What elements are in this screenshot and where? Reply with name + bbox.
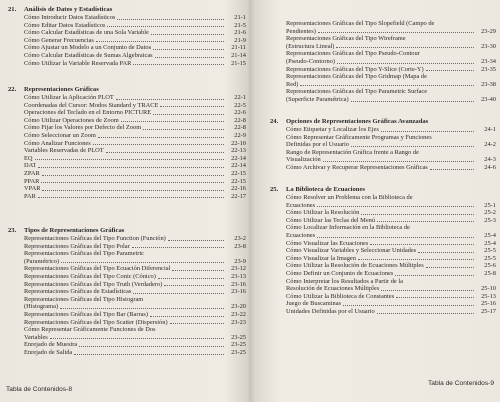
toc-entry — [286, 202, 496, 210]
entry-page-number: 22-13 — [231, 147, 246, 155]
entry-title: Cómo Utilizar la Variable Reservada PAR — [24, 59, 132, 67]
dot-leader — [351, 146, 474, 147]
dot-leader — [153, 114, 224, 115]
entry-page-number: 23-16 — [231, 280, 246, 288]
entry-page-number: 21-1 — [234, 14, 246, 21]
toc-entry — [24, 52, 246, 60]
entry-title: (Paramétrico) — [24, 257, 60, 265]
entry-page-number: 25-4 — [484, 231, 496, 239]
entry-page-number: 21-14 — [231, 51, 246, 59]
toc-entry — [286, 134, 496, 142]
entry-page-number: 25-10 — [481, 285, 496, 293]
dot-leader — [60, 308, 224, 309]
entry-title: Representaciones Gráficas de Estadísticas — [24, 288, 132, 296]
section-23-continued — [286, 20, 496, 104]
entry-title: Representaciones Gráficas del Tipo Truth (Verdadero) — [24, 280, 163, 288]
entry-title: Enrejado de Salida — [24, 348, 73, 356]
dot-leader — [396, 297, 474, 298]
toc-entry — [24, 132, 246, 140]
toc-entry — [24, 326, 246, 334]
dot-leader — [426, 267, 474, 268]
dot-leader — [61, 262, 224, 263]
dot-leader — [351, 101, 474, 102]
entry-title: VPAR — [24, 185, 41, 193]
dot-leader — [117, 19, 224, 20]
entry-page-number: 23-12 — [231, 265, 246, 273]
toc-entry — [286, 255, 496, 263]
entry-title: Representaciones Gráficas del Tipo Scatter (Dispersión) — [24, 318, 168, 326]
entry-page-number: 25-4 — [484, 239, 496, 247]
section-number: 24. — [270, 118, 279, 125]
toc-entry — [24, 265, 246, 273]
toc-entry — [286, 43, 496, 51]
dot-leader — [35, 159, 224, 160]
toc-entry — [24, 44, 246, 52]
toc-entry — [286, 88, 496, 96]
toc-entry — [286, 285, 496, 293]
entry-page-number: 23-13 — [231, 272, 246, 280]
toc-entry — [24, 235, 246, 243]
left-page — [0, 0, 246, 402]
dot-leader — [336, 47, 474, 48]
entry-title: Cómo Interpretar los Resultados a Partir de la — [286, 277, 403, 285]
entry-title: (Superficie Paramétrica) — [286, 95, 349, 103]
entry-page-number: 21-15 — [231, 59, 246, 67]
entry-page-number: 23-40 — [481, 95, 496, 103]
toc-entry — [286, 20, 496, 28]
entry-title: Representaciones Gráficas del Tipo Ecuación Diferencial — [24, 265, 171, 273]
dot-leader — [155, 57, 224, 58]
toc-entry — [286, 149, 496, 157]
toc-entry — [286, 81, 496, 89]
toc-entry — [286, 156, 496, 164]
entry-title: Representaciones Gráficas del Tipo Pseudo-Contour — [286, 50, 420, 58]
entry-title: Red) — [286, 80, 299, 88]
entry-page-number: 25-1 — [484, 201, 496, 209]
entry-title: EQ — [24, 154, 33, 162]
entry-title: Representaciones Gráficas del Tipo Conic (Cónico) — [24, 272, 156, 280]
entry-title: Cómo Ajustar un Modelo a un Conjunto de Datos — [24, 44, 152, 52]
dot-leader — [116, 99, 224, 100]
toc-entry — [286, 240, 496, 248]
entry-page-number: 25-6 — [484, 262, 496, 270]
entry-title: Representaciones Gráficas del Tipo Wireframe — [286, 35, 406, 43]
toc-entry — [286, 224, 496, 232]
dot-leader — [170, 323, 224, 324]
entry-title: (Estructura Lineal) — [286, 42, 335, 50]
entry-title: PAR — [24, 192, 36, 200]
toc-entry — [286, 164, 496, 172]
entry-title: Cómo Localizar Información en la Biblioteca de — [286, 224, 410, 232]
toc-entry — [24, 178, 246, 186]
dot-leader — [418, 252, 474, 253]
section-title: La Biblioteca de Ecuaciones — [286, 186, 365, 193]
entry-page-number: 22-1 — [234, 94, 246, 101]
toc-entry — [24, 155, 246, 163]
entry-page-number: 21-9 — [234, 36, 246, 44]
dot-leader — [370, 244, 474, 245]
toc-entry — [24, 29, 246, 37]
entry-page-number: 23-29 — [481, 27, 496, 35]
entry-title: Ecuaciones — [286, 231, 316, 239]
section-number: 21. — [8, 6, 17, 13]
entry-title: (Pseudo-Contorno) — [286, 57, 335, 65]
dot-leader — [107, 26, 224, 27]
section-24 — [270, 118, 496, 172]
entry-page-number: 24-1 — [484, 126, 496, 133]
toc-entry — [286, 293, 496, 301]
toc-entry — [24, 162, 246, 170]
entry-page-number: 22-8 — [234, 116, 246, 124]
toc-entry — [286, 300, 496, 308]
toc-entry — [24, 109, 246, 117]
page-footer: Tabla de Contenidos-9 — [428, 380, 494, 387]
entry-title: Cómo Definir un Conjunto de Ecuaciones — [286, 269, 394, 277]
entry-title: Representaciones Gráficas del Tipo Function (Función) — [24, 235, 166, 242]
toc-entry — [24, 193, 246, 201]
entry-title: Cómo Visualizar la Imagen — [286, 254, 356, 262]
entry-page-number: 25-3 — [484, 216, 496, 224]
toc-entry — [24, 258, 246, 266]
dot-leader — [377, 221, 474, 222]
section-heading — [8, 86, 246, 94]
section-25 — [270, 186, 496, 316]
toc-entry — [286, 270, 496, 278]
entry-page-number: 23-25 — [231, 341, 246, 349]
entry-title: Cómo Resolver un Problema con la Biblioteca de — [286, 194, 413, 201]
entry-title: Cómo Visualizar las Ecuaciones — [286, 239, 369, 247]
entry-title: Representaciones Gráficas del Tipo Parametric Surface — [286, 88, 428, 96]
entry-page-number: 22-8 — [234, 124, 246, 132]
entry-page-number: 25-5 — [484, 254, 496, 262]
entry-page-number: 23-20 — [231, 303, 246, 311]
toc-entry — [24, 147, 246, 155]
entry-title: Juego de Buscaminas — [286, 300, 342, 308]
toc-entry — [286, 50, 496, 58]
entry-title: Cómo Fijar los Valores por Defecto del Zoom — [24, 124, 142, 132]
entry-page-number: 22-15 — [231, 177, 246, 185]
right-page — [254, 0, 500, 402]
dot-leader — [74, 354, 224, 355]
dot-leader — [430, 169, 474, 170]
entry-title: Coordenadas del Cursor: Modos Standard y TRACE — [24, 101, 159, 109]
entry-title: Cómo Editar Datos Estadísticos — [24, 21, 106, 29]
toc-entry — [286, 66, 496, 74]
entry-title: Cómo Visualizar Variables y Seleccionar Unidades — [286, 247, 417, 255]
section-number: 23. — [8, 227, 17, 234]
toc-entry — [24, 349, 246, 357]
section-23 — [8, 227, 246, 357]
toc-entry — [286, 247, 496, 255]
entry-title: Cómo Introducir Datos Estadísticos — [24, 14, 116, 21]
dot-leader — [337, 63, 474, 64]
toc-entry — [24, 334, 246, 342]
toc-entry — [24, 170, 246, 178]
section-title: Representaciones Gráficas — [24, 86, 99, 93]
entry-title: Enrejado de Muestra — [24, 341, 78, 349]
entry-page-number: 25-5 — [484, 247, 496, 255]
entry-title: Ecuaciones — [286, 201, 316, 209]
toc-entry — [24, 60, 246, 68]
entry-page-number: 24-2 — [484, 141, 496, 149]
section-title: Tipos de Representaciones Gráficas — [24, 227, 125, 234]
entry-title: Cómo Etiquetar y Localizar los Ejes — [286, 126, 379, 133]
entry-page-number: 23-16 — [231, 288, 246, 296]
dot-leader — [361, 214, 474, 215]
dot-leader — [50, 338, 224, 339]
dot-leader — [317, 206, 474, 207]
toc-entry — [24, 319, 246, 327]
entry-title: Representaciones Gráficas del Tipo Parametric — [24, 250, 144, 258]
entry-title: Cómo Representar Gráficamente Programas y Funciones — [286, 133, 432, 141]
toc-entry — [286, 35, 496, 43]
toc-entry — [286, 126, 496, 134]
dot-leader — [377, 313, 474, 314]
toc-entry — [24, 303, 246, 311]
entry-page-number: 24-6 — [484, 163, 496, 171]
dot-leader — [106, 152, 224, 153]
entry-title: Cómo Archivar y Recuperar Representaciones Gráficas — [286, 163, 428, 171]
dot-leader — [343, 305, 474, 306]
toc-entry — [24, 37, 246, 45]
entry-title: Cómo Analizar Funciones — [24, 139, 91, 147]
dot-leader — [395, 275, 474, 276]
entry-page-number: 23-8 — [234, 242, 246, 250]
toc-entry — [24, 140, 246, 148]
entry-page-number: 22-5 — [234, 101, 246, 109]
entry-page-number: 21-6 — [234, 29, 246, 37]
dot-leader — [168, 240, 224, 241]
toc-entry — [24, 341, 246, 349]
entry-title: Representaciones Gráficas del Tipo Y-Slice (Corte-Y) — [286, 65, 424, 73]
entry-title: (Histograma) — [24, 303, 59, 311]
dot-leader — [133, 64, 224, 65]
dot-leader — [300, 85, 474, 86]
section-number: 22. — [8, 86, 17, 93]
section-heading — [8, 227, 246, 235]
dot-leader — [150, 316, 224, 317]
dot-leader — [151, 34, 224, 35]
toc-entry — [24, 243, 246, 251]
dot-leader — [317, 237, 474, 238]
toc-entry — [286, 278, 496, 286]
dot-leader — [381, 131, 474, 132]
entry-title: Cómo Representar Gráficamente Funciones de Dos — [24, 326, 156, 334]
dot-leader — [42, 190, 224, 191]
dot-leader — [98, 137, 224, 138]
toc-entry — [24, 311, 246, 319]
dot-leader — [172, 270, 224, 271]
dot-leader — [41, 182, 224, 183]
toc-entry — [286, 217, 496, 225]
entry-page-number: 25-2 — [484, 209, 496, 217]
dot-leader — [143, 129, 224, 130]
section-heading — [8, 6, 246, 14]
entry-title: Representaciones Gráficas del Tipo Histogram — [24, 295, 144, 303]
dot-leader — [426, 70, 474, 71]
entry-page-number: 22-9 — [234, 131, 246, 139]
toc-entry — [286, 28, 496, 36]
entry-page-number: 22-17 — [231, 192, 246, 200]
entry-page-number: 23-34 — [481, 57, 496, 65]
entry-title: Variables — [24, 333, 48, 341]
entry-page-number: 22-14 — [231, 154, 246, 162]
entry-title: Unidades Definidas por el Usuario — [286, 307, 375, 315]
entry-page-number: 23-2 — [234, 235, 246, 242]
entry-page-number: 22-15 — [231, 169, 246, 177]
toc-entry — [24, 273, 246, 281]
toc-entry — [24, 124, 246, 132]
entry-title: Cómo Utilizar la Aplicación PLOT — [24, 94, 114, 101]
entry-title: Cómo Seleccionar un Zoom — [24, 131, 96, 139]
section-heading — [270, 118, 496, 126]
entry-page-number: 23-38 — [481, 80, 496, 88]
entry-page-number: 23-25 — [231, 333, 246, 341]
entry-title: ZPAR — [24, 169, 40, 177]
dot-leader — [318, 32, 474, 33]
entry-title: Cómo Utilizar la Resolución — [286, 209, 360, 217]
entry-page-number: 23-22 — [231, 310, 246, 318]
section-21 — [8, 6, 246, 67]
dot-leader — [79, 346, 224, 347]
entry-title: Visualización — [286, 156, 321, 164]
entry-page-number: 21-5 — [234, 21, 246, 29]
dot-leader — [164, 285, 224, 286]
entry-title: Representaciones Gráficas del Tipo Bar (Barras) — [24, 310, 149, 318]
entry-page-number: 24-3 — [484, 156, 496, 164]
entry-title: Operaciones del Teclado en el Entorno PICTURE — [24, 109, 152, 117]
entry-title: Cómo Utilizar la Resolución de Ecuaciones Múltiples — [286, 262, 424, 270]
toc-entry — [286, 194, 496, 202]
entry-title: Cómo Calcular Estadísticas de una Sola Variable — [24, 29, 149, 37]
entry-page-number: 23-23 — [231, 318, 246, 326]
toc-entry — [286, 141, 496, 149]
entry-title: Representaciones Gráficas del Tipo Gridmap (Mapa de — [286, 73, 427, 81]
entry-page-number: 23-9 — [234, 257, 246, 265]
dot-leader — [381, 290, 474, 291]
toc-entry — [286, 262, 496, 270]
entry-title: Definidas por el Usuario — [286, 141, 350, 149]
dot-leader — [38, 197, 224, 198]
section-heading — [270, 186, 496, 194]
toc-entry — [286, 209, 496, 217]
entry-title: Cómo Calcular Estadísticas de Sumas Algebraicas — [24, 51, 153, 59]
toc-entry — [24, 288, 246, 296]
dot-leader — [42, 175, 224, 176]
entry-page-number: 25-17 — [481, 307, 496, 315]
entry-title: PPAR — [24, 177, 40, 185]
dot-leader — [132, 247, 224, 248]
toc-entry — [24, 94, 246, 102]
entry-page-number: 25-13 — [481, 292, 496, 300]
entry-page-number: 23-25 — [231, 348, 246, 356]
entry-title: DAT — [24, 162, 37, 170]
dot-leader — [93, 144, 224, 145]
toc-entry — [24, 250, 246, 258]
entry-page-number: 21-11 — [231, 44, 246, 52]
dot-leader — [158, 278, 224, 279]
dot-leader — [121, 121, 224, 122]
entry-title: Variables Reservadas de PLOT — [24, 147, 104, 155]
entry-title: Cómo Utilizar las Teclas del Menú — [286, 216, 376, 224]
dot-leader — [323, 161, 474, 162]
dot-leader — [38, 167, 224, 168]
entry-title: Rango de Representación Gráfica frente a Rango de — [286, 148, 419, 156]
toc-entry — [24, 296, 246, 304]
entry-page-number: 25-16 — [481, 300, 496, 308]
entry-page-number: 22-16 — [231, 185, 246, 193]
dot-leader — [96, 41, 224, 42]
toc-entry — [286, 232, 496, 240]
entry-title: Cómo Generar Frecuencias — [24, 36, 94, 44]
entry-page-number: 22-10 — [231, 139, 246, 147]
toc-entry — [286, 58, 496, 66]
section-number: 25. — [270, 186, 279, 193]
toc-entry — [286, 96, 496, 104]
toc-entry — [24, 22, 246, 30]
entry-page-number: 25-8 — [484, 269, 496, 277]
entry-page-number: 23-35 — [481, 65, 496, 73]
entry-title: Cómo Utilizar la Biblioteca de Constantes — [286, 292, 395, 300]
entry-title: Pendientes) — [286, 27, 316, 35]
entry-title: Cómo Utilizar Operaciones de Zoom — [24, 116, 119, 124]
entry-title: Representaciones Gráficas del Tipo Polar — [24, 242, 130, 250]
section-title: Análisis de Datos y Estadísticas — [24, 6, 113, 13]
toc-entry — [286, 73, 496, 81]
dot-leader — [358, 259, 474, 260]
toc-entry — [24, 281, 246, 289]
dot-leader — [133, 293, 224, 294]
entry-title: Representaciones Gráficas del Tipo Slopefield (Campo de — [286, 20, 435, 27]
toc-entry — [24, 185, 246, 193]
entry-page-number: 22-14 — [231, 162, 246, 170]
page-footer: Tabla de Contenidos-8 — [6, 386, 72, 393]
toc-entry — [24, 117, 246, 125]
dot-leader — [160, 106, 224, 107]
section-22 — [8, 86, 246, 200]
dot-leader — [153, 49, 224, 50]
entry-page-number: 23-30 — [481, 42, 496, 50]
toc-entry — [24, 14, 246, 22]
entry-page-number: 22-6 — [234, 109, 246, 117]
entry-title: Resolución de Ecuaciones Múltiples — [286, 285, 380, 293]
toc-entry — [24, 102, 246, 110]
toc-entry — [286, 308, 496, 316]
section-title: Opciones de Representaciones Gráficas Avanzadas — [286, 118, 429, 125]
